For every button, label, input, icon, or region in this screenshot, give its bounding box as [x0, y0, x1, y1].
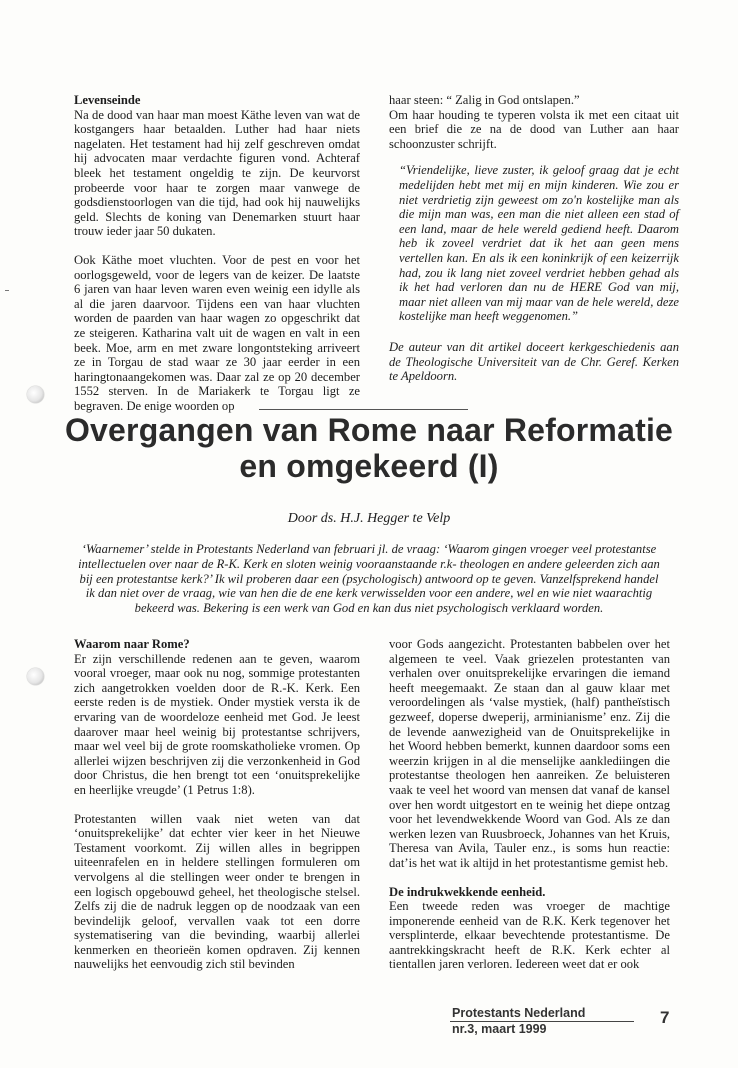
article-intro: ‘Waarnemer’ stelde in Protestants Nederland van februari jl. de vraag: ‘Waarom gingen vroeger veel protestantse intellectuelen over naar de R-K. Kerk en sloten weinig vooraanstaande r.k- theologen en andere geleerden zich aan bij een protestantse kerk?’ Ik wil proberen daar een (psychologisch) antwoord op te geven. Vanzelfsprekend handel ik dan niet over de vraag, wie van hen die de ene kerk verwisselden voor een andere, wel en wie niet waarachtig bekeerd was. Bekering is een werk van God en kan dus niet psychologisch verklaard worden. [78, 542, 660, 616]
page-number: 7 [660, 1008, 670, 1027]
footer-issue: nr.3, maart 1999 [452, 1022, 547, 1036]
punch-hole-bottom [27, 668, 44, 685]
punch-hole-top [27, 386, 44, 403]
article-title-line: Overgangen van Rome naar Reformatie [64, 412, 674, 448]
footer-publication: Protestants Nederland [452, 1006, 586, 1020]
section-divider [259, 409, 468, 410]
paragraph: haar steen: “ Zalig in God ontslapen.” [389, 93, 580, 107]
author-credit: De auteur van dit artikel doceert kerkgeschiedenis aan de Theologische Universiteit van de Chr. Geref. Kerken te Apeldoorn. [389, 339, 679, 384]
paragraph: voor Gods aangezicht. Protestanten babbelen over het algemeen te veel. Vaak griezelen protestanten van verhalen over onuitsprekelijke ervaringen die iemand heeft meegemaakt. Ze staan dan al gauw klaar met veroordelingen als ‘valse mystiek, (half) pantheïstisch gezweef, doperse dweperij, arminianisme’ enz. Zij die de levende aanwezigheid van de Onuitsprekelijke in het Woord hebben bemerkt, kunnen daardoor soms een weerzin krijgen in al die menselijke aanklediingen die protestantse theologen hen aanreiken. Ze beluisteren vaak te veel het woord van mensen dat vanaf de kansel over hen wordt uitgestort en te weinig het diepe ontzag voor het levendwekkende Woord van God. Als ze dan werken lezen van Ruusbroeck, Johannes van het Kruis, Theresa van Avila, Tauler enz., is soms hun reactie: dat’is het wat ik altijd in het protestantisme gemist heb. [389, 637, 670, 870]
paragraph: Er zijn verschillende redenen aan te geven, waarom vooral vroeger, maar ook nu nog, sommige protestanten zich aangetrokken voelden door de R.-K. Kerk. Een eerste reden is de mystiek. Onder mystiek versta ik de ervaring van de woordeloze eenheid met God. Je leest daarover maar heel weinig bij protestantse schrijvers, maar wel veel bij de grote roomskatholieke vromen. Op allerlei wijzen beschrijven zij die verzonkenheid in God door Christus, die hen brengt tot een ‘onuitsprekelijke en heerlijke vreugde’ (1 Petrus 1:8). [74, 651, 360, 797]
paragraph: Protestanten willen vaak niet weten van dat ‘onuitsprekelijke’ dat echter vier keer in het Nieuwe Testament voorkomt. Zij willen alles in begrippen uiteenrafelen en in heldere stellingen formuleren om vervolgens al die stellingen weer onder te brengen in een logisch opgebouwd geheel, het theologische stelsel. Zelfs zij die de nadruk leggen op de noodzaak van een bevindelijk geloof, vervallen vaak tot een dorre systematisering van die bevinding, waarbij allerlei kenmerken en theorieën komen opdraven. Zij kennen nauwelijks het eenvoudig zich stil bevinden [74, 811, 360, 972]
article-title-line: en omgekeerd (I) [239, 448, 499, 484]
paragraph: Om haar houding te typeren volsta ik met een citaat uit een brief die ze na de dood van Luther aan haar schoonzuster schrijft. [389, 107, 679, 151]
section-heading-waarom-naar-rome: Waarom naar Rome? [74, 637, 190, 651]
top-right-column [389, 93, 679, 384]
bottom-left-column [74, 637, 360, 972]
section-heading-eenheid: De indrukwekkende eenheid. [389, 884, 546, 899]
bottom-right-column [389, 637, 670, 972]
paragraph: Een tweede reden was vroeger de machtige imponerende eenheid van de R.K. Kerk tegenover het versplinterde, elkaar bevechtende protestantisme. De aantrekkingskracht heeft de R.K. Kerk echter al tientallen jaren verloren. Iedereen weet dat er ook [389, 899, 670, 972]
top-left-column [74, 93, 360, 413]
article-title [60, 412, 678, 484]
section-heading-levenseinde: Levenseinde [74, 93, 141, 107]
block-quote: “Vriendelijke, lieve zuster, ik geloof graag dat je echt medelijden hebt met mij en mijn kinderen. Wie zou er niet verdrietig zijn geweest om zo'n kostelijke man als die mijn man was, een man die niet alleen een stad of een land, maar de hele wereld gediend heeft. Daarom heb ik zoveel verdriet dat ik het aan geen mens vertellen kan. En als ik een koninkrijk of een keizerrijk had, zou ik lang niet zoveel verdriet hebben gehad als ik het had verloren dan nu de HERE God van mij, maar niet alleen van mij maar van de hele wereld, deze kostelijke man heeft weggenomen.” [399, 163, 679, 324]
margin-mark [5, 290, 9, 291]
paragraph: Na de dood van haar man moest Käthe leven van wat de kostgangers haar betaalden. Luther had haar niets nagelaten. Het testament had hij zelf geschreven omdat hij advocaten maar verdachte figuren vond. Achteraf bleek het testament ongeldig te zijn. De keurvorst probeerde voor haar te zorgen maar vanwege de godsdienstoorlogen van die tijd, had ook hij nauwelijks geld. Slechts de koning van Denemarken stuurt haar trouw ieder jaar 50 dukaten. [74, 107, 360, 239]
paragraph: Ook Käthe moet vluchten. Voor de pest en voor het oorlogsgeweld, voor de legers van de keizer. De laatste 6 jaren van haar leven waren even weinig een idylle als al die jaren daarvoor. Tijdens een van haar vluchten worden de paarden van haar wagen zo opgeschrikt dat ze steigeren. Katharina valt uit de wagen en valt in een beek. Moe, arm en met zware longontsteking arriveert ze in Torgau de stad waar ze 30 jaar eerder in een haringtonaangekomen was. Daar zal ze op 20 december 1552 sterven. In de Mariakerk te Torgau ligt ze begraven. De enige woorden op [74, 252, 360, 413]
article-byline: Door ds. H.J. Hegger te Velp [287, 511, 451, 526]
